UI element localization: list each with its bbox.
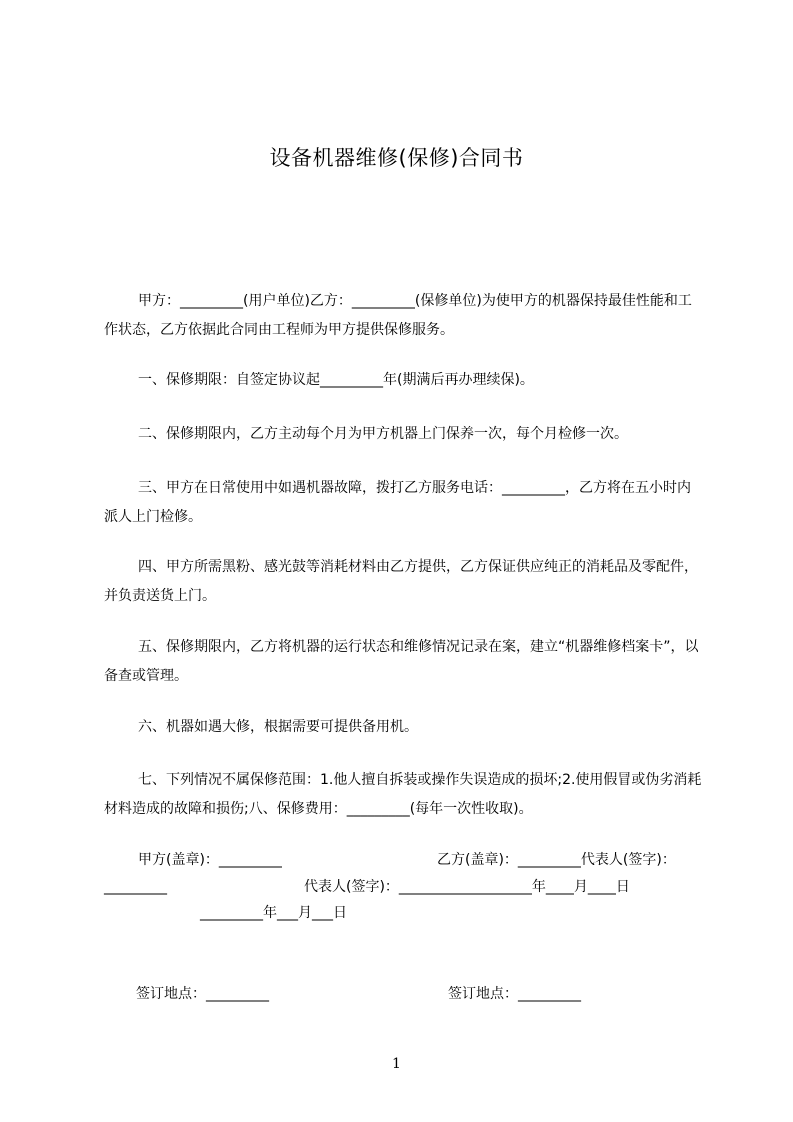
representative-date-line: 代表人(签字)：___________________年____月____日 [304, 879, 630, 895]
party-a-seal: 甲方(盖章)：_________ [138, 852, 282, 868]
document-title: 设备机器维修(保修)合同书 [269, 146, 524, 170]
clause-3: 三、甲方在日常使用中如遇机器故障，拨打乙方服务电话：_________，乙方将在五小时内派人上门检修。 [104, 480, 691, 525]
signature-date-line: _________年___月___日 [200, 905, 347, 921]
signature-blank-line: _________ [104, 879, 167, 895]
clause-1: 一、保修期限：自签定协议起_________年(期满后再办理续保)。 [138, 372, 534, 388]
party-a-location: 签订地点：_________ [136, 986, 269, 1002]
party-b-seal-representative: 乙方(盖章)：_________代表人(签字)： [437, 852, 676, 868]
party-b-location: 签订地点：_________ [448, 986, 581, 1002]
intro-paragraph: 甲方：_________(用户单位)乙方：_________(保修单位)为使甲方的机器保持最佳性能和工作状态，乙方依据此合同由工程师为甲方提供保修服务。 [104, 293, 692, 338]
clause-6: 六、机器如遇大修，根据需要可提供备用机。 [138, 719, 418, 735]
clause-2: 二、保修期限内，乙方主动每个月为甲方机器上门保养一次，每个月检修一次。 [138, 426, 628, 442]
clause-5: 五、保修期限内，乙方将机器的运行状态和维修情况记录在案，建立“机器维修档案卡”，以备查或管理。 [104, 639, 699, 684]
clause-7: 七、下列情况不属保修范围：1.他人擅自拆装或操作失误造成的损坏;2.使用假冒或伪劣消耗材料造成的故障和损伤;八、保修费用：_________(每年一次性收取)。 [104, 772, 702, 817]
clause-4: 四、甲方所需黑粉、感光鼓等消耗材料由乙方提供，乙方保证供应纯正的消耗品及零配件，并负责送货上门。 [104, 559, 698, 604]
page-number: 1 [392, 1056, 401, 1072]
